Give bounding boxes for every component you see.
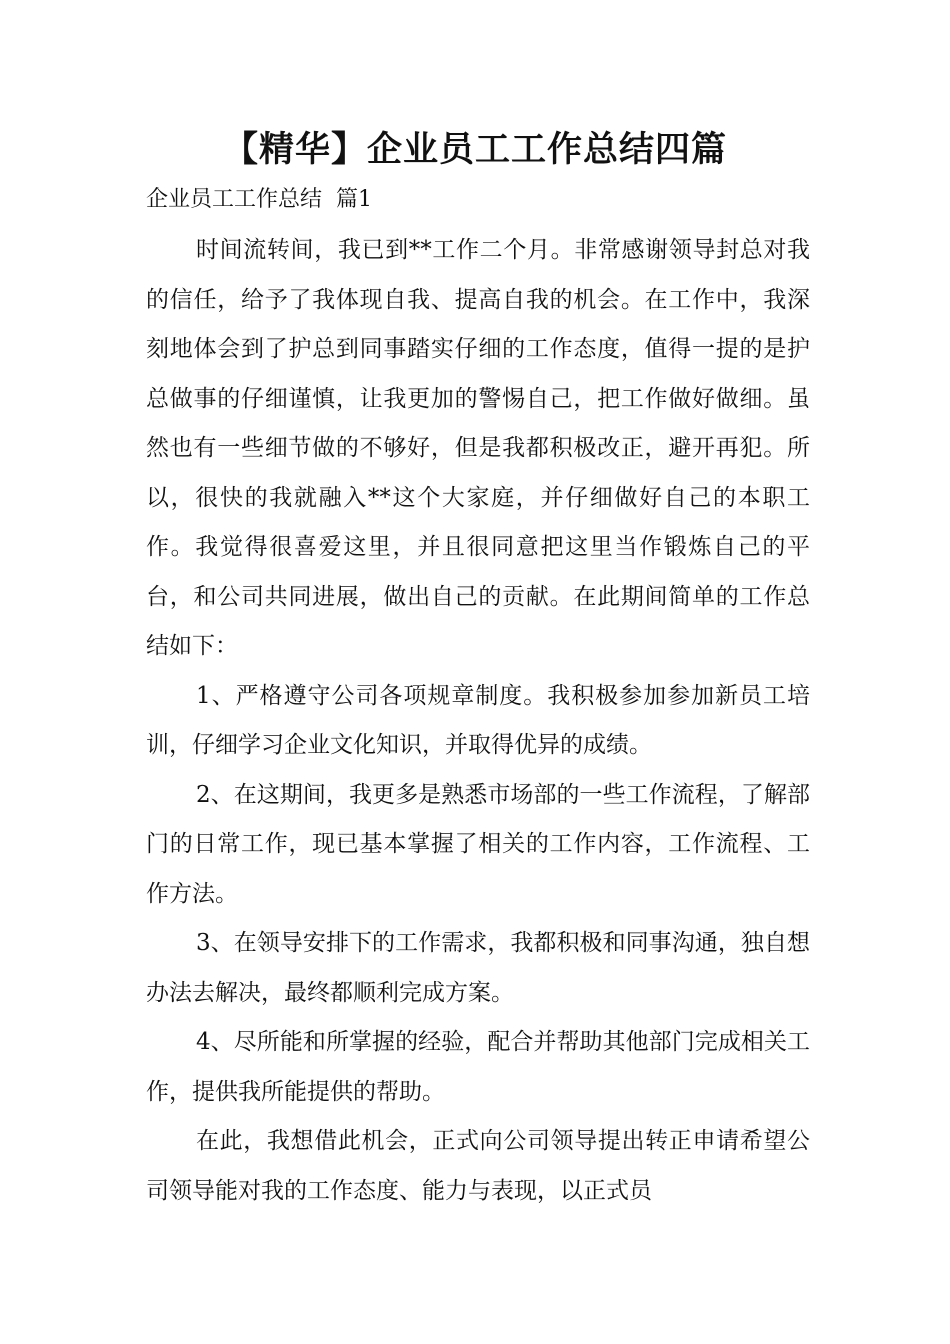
- document-title: 【精华】企业员工工作总结四篇: [222, 130, 727, 170]
- document-body: [146, 226, 810, 1216]
- paragraph-intro: 时间流转间，我已到**工作二个月。非常感谢领导封总对我的信任，给予了我体现自我、提高自我的机会。在工作中，我深刻地体会到了护总到同事踏实仔细的工作态度，值得一提的是护总做事的仔细谨慎，让我更加的警惕自己，把工作做好做细。虽然也有一些细节做的不够好，但是我都积极改正，避开再犯。所以，很快的我就融入**这个大家庭，并仔细做好自己的本职工作。我觉得很喜爱这里，并且很同意把这里当作锻炼自己的平台，和公司共同进展，做出自己的贡献。在此期间简单的工作总结如下：: [146, 237, 810, 659]
- paragraph-item-2: 2、在这期间，我更多是熟悉市场部的一些工作流程，了解部门的日常工作，现已基本掌握了相关的工作内容，工作流程、工作方法。: [146, 781, 810, 907]
- paragraph-item-1: 1、严格遵守公司各项规章制度。我积极参加参加新员工培训，仔细学习企业文化知识，并取得优异的成绩。: [146, 682, 810, 758]
- paragraph-item-4: 4、尽所能和所掌握的经验，配合并帮助其他部门完成相关工作，提供我所能提供的帮助。: [146, 1029, 810, 1105]
- paragraph-closing: 在此，我想借此机会，正式向公司领导提出转正申请希望公司领导能对我的工作态度、能力与表现，以正式员: [146, 1128, 810, 1204]
- section-heading: 企业员工工作总结 篇1: [146, 187, 372, 212]
- paragraph-item-3: 3、在领导安排下的工作需求，我都积极和同事沟通，独自想办法去解决，最终都顺利完成方案。: [146, 930, 810, 1006]
